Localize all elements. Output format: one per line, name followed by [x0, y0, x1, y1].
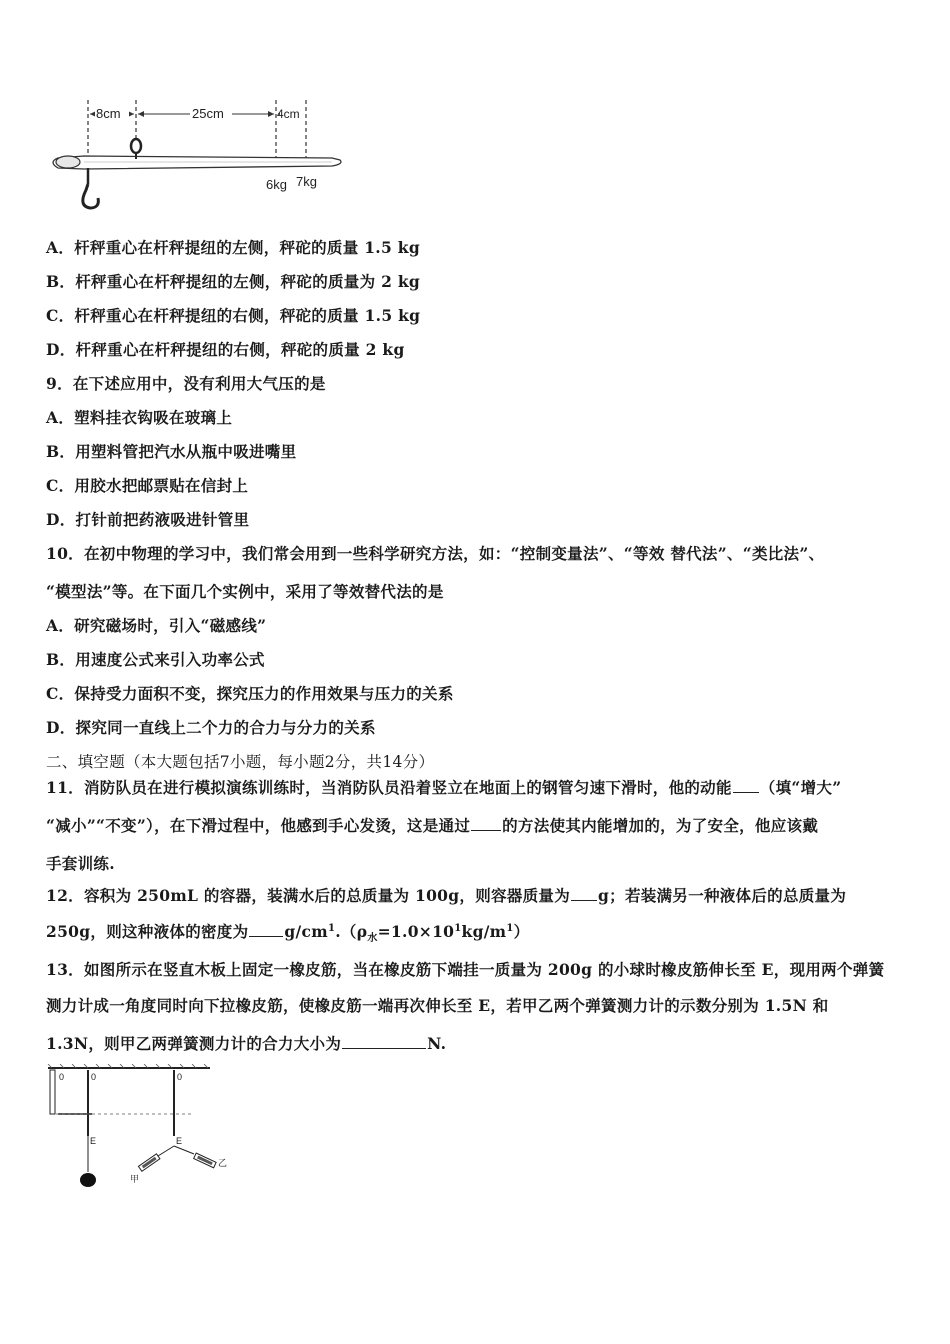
dim-4cm-label: 4cm — [277, 107, 300, 121]
q12-unit-density: g/cm — [284, 922, 328, 941]
q12-sup-3: 1 — [506, 922, 514, 934]
q8-option-b: B．杆秤重心在杆秤提纽的左侧，秤砣的质量为 2 kg — [46, 272, 421, 291]
q12-line1-text-b: g；若装满另一种液体后的总质量为 — [598, 886, 847, 905]
q8-option-d: D．杆秤重心在杆秤提纽的右侧，秤砣的质量 2 kg — [46, 340, 405, 359]
q9-option-b: B．用塑料管把汽水从瓶中吸进嘴里 — [46, 442, 297, 461]
q11-blank-1[interactable] — [733, 778, 759, 793]
e-label-1: E — [90, 1136, 97, 1146]
q12-close-paren: ） — [513, 922, 530, 941]
q8-option-a: A．杆秤重心在杆秤提纽的左侧，秤砣的质量 1.5 kg — [46, 238, 420, 257]
q10-option-c: C．保持受力面积不变，探究压力的作用效果与压力的关系 — [46, 684, 454, 703]
q11-line1-text-a: 11．消防队员在进行模拟演练训练时，当消防队员沿着竖立在地面上的钢管匀速下滑时，他的动能 — [46, 778, 732, 797]
q11-line2-text-a: “减小”“不变”），在下滑过程中，他感到手心发烫，这是通过 — [46, 816, 471, 835]
yi-label: 乙 — [218, 1158, 228, 1168]
q10-option-b: B．用速度公式来引入功率公式 — [46, 650, 265, 669]
q10-option-d: D．探究同一直线上二个力的合力与分力的关系 — [46, 718, 376, 737]
steelyard-figure — [44, 94, 344, 216]
q12-line2 — [46, 920, 529, 944]
spring-scale-yi — [194, 1153, 216, 1168]
e-label-2: E — [176, 1136, 183, 1146]
q9-option-d: D．打针前把药液吸进针管里 — [46, 510, 250, 529]
q9-stem: 9．在下述应用中，没有利用大气压的是 — [46, 374, 326, 393]
q11-line2-text-b: 的方法使其内能增加的，为了安全，他应该戴 — [502, 816, 819, 835]
q13-line3-text-b: N. — [427, 1034, 447, 1053]
q10-option-a: A．研究磁场时，引入“磁感线” — [46, 616, 267, 635]
dim-8cm-label: 8cm — [96, 106, 121, 121]
q9-option-c: C．用胶水把邮票贴在信封上 — [46, 476, 249, 495]
q10-stem-line1: 10．在初中物理的学习中，我们常会用到一些科学研究方法，如：“控制变量法”、“等效 替代法”、“类比法”、 — [46, 544, 825, 563]
q11-line2 — [46, 814, 818, 836]
section-heading: 二、填空题（本大题包括7小题，每小题2分，共14分） — [46, 753, 435, 771]
q12-sup-2: 1 — [454, 922, 462, 934]
q12-unit-kgm: kg/m — [461, 922, 507, 941]
q13-line2: 测力计成一角度同时向下拉橡皮筋，使橡皮筋一端再次伸长至 E，若甲乙两个弹簧测力计的示数分别为 1.5N 和 — [46, 996, 829, 1015]
q12-line1-text-a: 12．容积为 250mL 的容器，装满水后的总质量为 100g，则容器质量为 — [46, 886, 571, 905]
q12-blank-2[interactable] — [249, 922, 283, 937]
zero-label-a: 0 — [59, 1072, 65, 1082]
q11-line3: 手套训练. — [46, 854, 115, 873]
q12-blank-1[interactable] — [571, 886, 597, 901]
q9-option-a: A．塑料挂衣钩吸在玻璃上 — [46, 408, 233, 427]
q13-line3 — [46, 1032, 446, 1054]
q13-blank[interactable] — [342, 1034, 426, 1049]
mark-6kg-label: 6kg — [266, 177, 287, 192]
q13-line1: 13．如图所示在竖直木板上固定一橡皮筋，当在橡皮筋下端挂一质量为 200g 的小球时橡皮筋伸长至 E，现用两个弹簧 — [46, 960, 885, 979]
q12-water-density: =1.0×10 — [377, 922, 455, 941]
q12-line1 — [46, 884, 846, 906]
spring-scale-jia — [138, 1154, 159, 1172]
q13-line3-text-a: 1.3N，则甲乙两弹簧测力计的合力大小为 — [46, 1034, 342, 1053]
q11-blank-2[interactable] — [471, 816, 501, 831]
q12-sup-1: 1 — [327, 922, 336, 934]
q10-stem-line2: “模型法”等。在下面几个实例中，采用了等效替代法的是 — [46, 582, 444, 601]
jia-label: 甲 — [130, 1174, 140, 1184]
q11-line1-text-b: （填“增大” — [759, 778, 842, 797]
zero-label-c: 0 — [177, 1072, 183, 1082]
rubber-band-figure — [44, 1064, 244, 1196]
q12-line2-text-a: 250g，则这种液体的密度为 — [46, 922, 249, 941]
q12-rho: .（ρ — [335, 922, 368, 941]
q11-line1 — [46, 776, 841, 798]
mark-7kg-label: 7kg — [296, 174, 317, 189]
q8-option-c: C．杆秤重心在杆秤提纽的右侧，秤砣的质量 1.5 kg — [46, 306, 421, 325]
dim-25cm-label: 25cm — [192, 106, 224, 121]
q12-sub-water: 水 — [367, 933, 378, 945]
zero-label-b: 0 — [91, 1072, 97, 1082]
